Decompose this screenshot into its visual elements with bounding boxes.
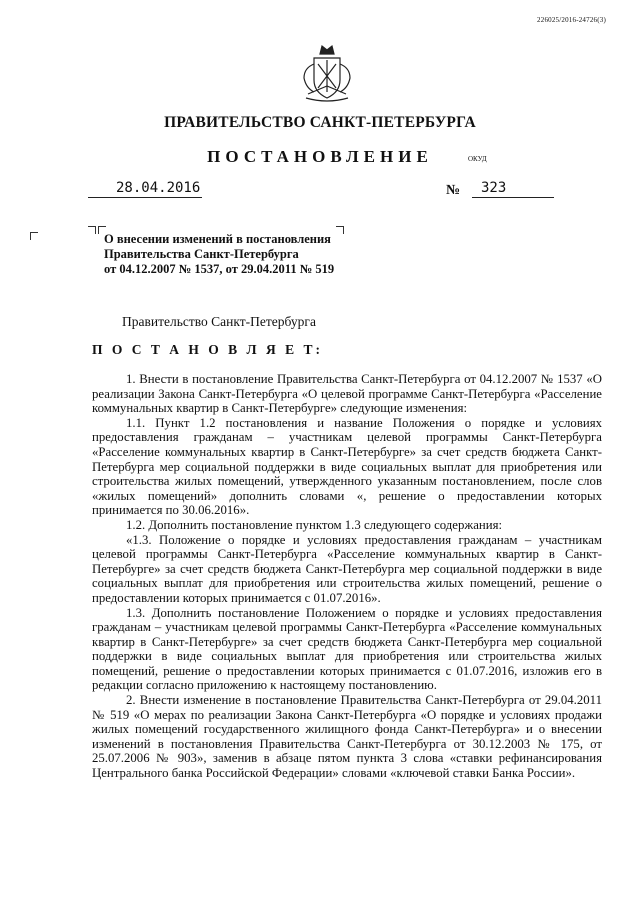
- paragraph-1-3: 1.3. Дополнить постановление Положением о порядке и условиях предоставления гражданам – участникам целевой программы Санкт-Петербурга «Расселение коммунальных квартир в Санкт-Петербурге» за счет средств бюджета Санкт-Петербурга мер социальной поддержки в виде социальных выплат для приобретения или строительства жилых помещений, решение о предоставлении которых принимается с 01.07.2016, изложив его в редакции согласно приложению к настоящему постановлению.: [92, 605, 602, 693]
- resolves-heading: П О С Т А Н О В Л Я Е Т:: [92, 342, 323, 357]
- document-code: 226025/2016-24726(3): [537, 16, 606, 24]
- paragraph-1-2-quote: «1.3. Положение о порядке и условиях предоставления гражданам – участникам целевой программы Санкт-Петербурга «Расселение коммунальных квартир в Санкт-Петербурге» за счет средств бюджета Санкт-Петербурга мер социальной поддержки в виде социальных выплат для приобретения или строительства жилых помещений, решение о предоставлении которых принимается с 01.07.2016».: [92, 532, 602, 605]
- decree-subject: [104, 232, 364, 277]
- number-underline: [472, 197, 554, 198]
- document-body: [92, 372, 602, 781]
- paragraph-1-2: 1.2. Дополнить постановление пунктом 1.3 следующего содержания:: [126, 517, 503, 532]
- okud-label: ОКУД: [468, 155, 487, 163]
- subject-line-3: от 04.12.2007 № 1537, от 29.04.2011 № 519: [104, 262, 335, 276]
- subject-line-2: Правительства Санкт-Петербурга: [104, 247, 299, 261]
- document-date: 28.04.2016: [116, 180, 201, 196]
- subject-line-1: О внесении изменений в постановления: [104, 232, 331, 246]
- paragraph-1-1: 1.1. Пункт 1.2 постановления и название Положения о порядке и условиях предоставления гражданам – участникам целевой программы Санкт-Петербурга «Расселение коммунальных квартир в Санкт-Петербурге» за счет средств бюджета Санкт-Петербурга мер социальной поддержки в виде социальных выплат для приобретения или строительства жилых помещений, утвержденного указанным постановлением, после слов «жилых помещений» дополнить словами «, решение о предоставлении которых принимается по 30.06.2016».: [92, 415, 602, 518]
- number-label: №: [446, 183, 461, 198]
- margin-bracket-left: [30, 232, 38, 240]
- document-number: 323: [481, 180, 507, 196]
- subject-bracket-left-outer: [88, 226, 96, 234]
- date-underline: [88, 197, 202, 198]
- paragraph-1: 1. Внести в постановление Правительства Санкт-Петербурга от 04.12.2007 № 1537 «О реализации Закона Санкт-Петербурга «О целевой программе Санкт-Петербурга «Расселение коммунальных квартир в Санкт-Петербурге» следующие изменения:: [92, 372, 602, 416]
- document-type: ПОСТАНОВЛЕНИЕ: [207, 147, 433, 166]
- coat-of-arms-icon: [298, 42, 356, 104]
- paragraph-2: 2. Внести изменение в постановление Правительства Санкт-Петербурга от 29.04.2011 № 519 «О мерах по реализации Закона Санкт-Петербурга «О порядке и условиях продажи жилых помещений государственного жилищного фонда Санкт-Петербурга» и о внесении изменений в постановления Правительства Санкт-Петербурга от 30.12.2003 № 175, от 25.07.2006 № 903», заменив в абзаце пятом пункта 3 слова «ставки рефинансирования Центрального банка Российской Федерации» словами «ключевой ставки Банка России».: [92, 693, 602, 781]
- government-title: ПРАВИТЕЛЬСТВО САНКТ-ПЕТЕРБУРГА: [164, 114, 476, 131]
- intro-text: Правительство Санкт-Петербурга: [122, 314, 316, 329]
